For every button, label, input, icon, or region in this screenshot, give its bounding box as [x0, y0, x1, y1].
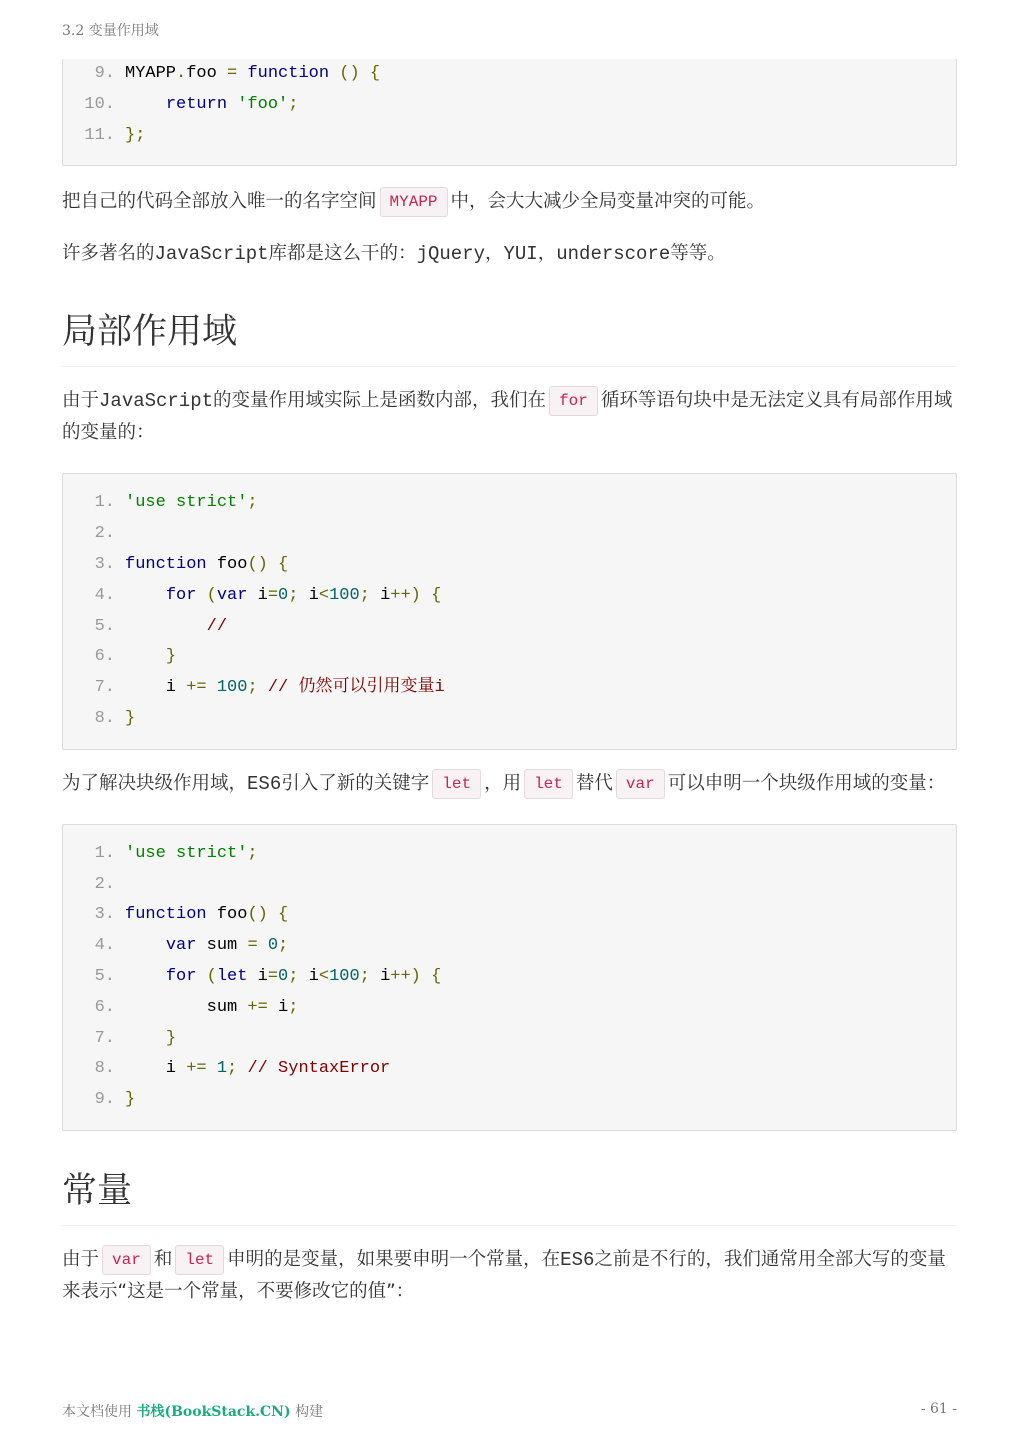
code-line — [73, 642, 936, 673]
code-line — [73, 90, 936, 121]
code-block-var-loop — [62, 473, 957, 749]
code-text: sum += i; — [125, 997, 299, 1017]
paragraph-libraries: 许多著名的JavaScript库都是这么干的：jQuery，YUI，underscore等等。 — [62, 243, 726, 266]
inline-code: var — [616, 769, 665, 799]
code-text — [125, 519, 936, 550]
code-line — [73, 59, 936, 90]
code-line — [73, 931, 936, 962]
code-text: for (var i=0; i<100; i++) { — [165, 585, 442, 605]
code-text: function foo() { — [125, 905, 289, 925]
code-line — [73, 962, 936, 993]
code-text: }; — [125, 125, 146, 145]
inline-code: MYAPP — [380, 187, 448, 217]
line-number: 10. — [84, 94, 115, 114]
paragraph-constants: 由于 var 和 let 申明的是变量，如果要申明一个常量，在ES6之前是不行的，我们通常用全部大写的变量来表示“这是一个常量，不要修改它的值”： — [62, 1244, 957, 1308]
paragraph-local-scope: 由于JavaScript的变量作用域实际上是函数内部，我们在 for 循环等语句块中是无法定义具有局部作用域的变量的： — [62, 385, 957, 449]
code-text: } — [125, 708, 136, 728]
code-text: for (let i=0; i<100; i++) { — [165, 966, 442, 986]
code-text: 'use strict'; — [125, 493, 258, 513]
line-number: 8. — [94, 708, 115, 728]
line-number: 2. — [94, 874, 115, 894]
line-number: 4. — [94, 936, 115, 956]
page-number: - 61 - — [920, 1401, 957, 1417]
code-line — [73, 121, 936, 152]
code-line — [73, 1054, 936, 1085]
code-text: 'use strict'; — [125, 843, 258, 863]
line-number: 9. — [94, 1090, 115, 1110]
code-text: return 'foo'; — [165, 94, 299, 114]
line-number: 3. — [94, 554, 115, 574]
code-line — [73, 488, 936, 519]
line-number: 5. — [94, 616, 115, 636]
code-line — [73, 519, 936, 550]
line-number: 6. — [94, 997, 115, 1017]
paragraph-namespace: 把自己的代码全部放入唯一的名字空间 MYAPP 中，会大大减少全局变量冲突的可能。 — [62, 186, 957, 218]
line-number: 2. — [94, 524, 115, 544]
code-line — [73, 673, 936, 704]
code-text: var sum = 0; — [165, 936, 289, 956]
line-number: 3. — [94, 905, 115, 925]
inline-code: let — [175, 1245, 224, 1275]
code-text — [125, 870, 936, 901]
line-number: 8. — [94, 1059, 115, 1079]
code-line — [73, 550, 936, 581]
line-number: 1. — [94, 493, 115, 513]
code-text: i += 1; // SyntaxError — [125, 1059, 391, 1079]
line-number: 4. — [94, 585, 115, 605]
code-text: function foo() { — [125, 554, 289, 574]
line-number: 7. — [94, 678, 115, 698]
code-text: MYAPP.foo = function () { — [125, 64, 381, 83]
section-heading-constants: 常量 — [62, 1163, 957, 1226]
page-footer: 本文档使用 书栈(BookStack.CN) 构建 - 61 - — [62, 1401, 957, 1420]
line-number: 6. — [94, 647, 115, 667]
line-number: 7. — [94, 1028, 115, 1048]
code-line — [73, 612, 936, 643]
inline-code: var — [102, 1245, 151, 1275]
inline-code: let — [432, 769, 481, 799]
page-content — [62, 59, 957, 1308]
section-heading-local-scope: 局部作用域 — [62, 304, 957, 367]
code-block-continued — [62, 59, 957, 166]
code-text: i += 100; // 仍然可以引用变量i — [125, 678, 445, 698]
code-text: // — [206, 616, 228, 636]
brand-link[interactable]: 书栈(BookStack.CN) — [136, 1404, 291, 1420]
code-line — [73, 1024, 936, 1055]
inline-code: let — [524, 769, 573, 799]
line-number: 5. — [94, 966, 115, 986]
code-block-let-loop — [62, 824, 957, 1131]
code-line — [73, 993, 936, 1024]
code-line — [73, 900, 936, 931]
code-text: } — [165, 647, 177, 667]
code-line — [73, 870, 936, 901]
line-number: 11. — [84, 125, 115, 145]
paragraph-es6-let: 为了解决块级作用域，ES6引入了新的关键字 let ，用 let 替代 var 可以申明一个块级作用域的变量： — [62, 768, 957, 800]
code-line — [73, 839, 936, 870]
code-line — [73, 704, 936, 735]
line-number: 9. — [94, 64, 115, 83]
code-line — [73, 581, 936, 612]
running-header: 3.2 变量作用域 — [62, 23, 159, 39]
code-line — [73, 1085, 936, 1116]
code-text: } — [125, 1090, 136, 1110]
inline-code: for — [549, 386, 598, 416]
code-text: } — [165, 1028, 177, 1048]
line-number: 1. — [94, 843, 115, 863]
